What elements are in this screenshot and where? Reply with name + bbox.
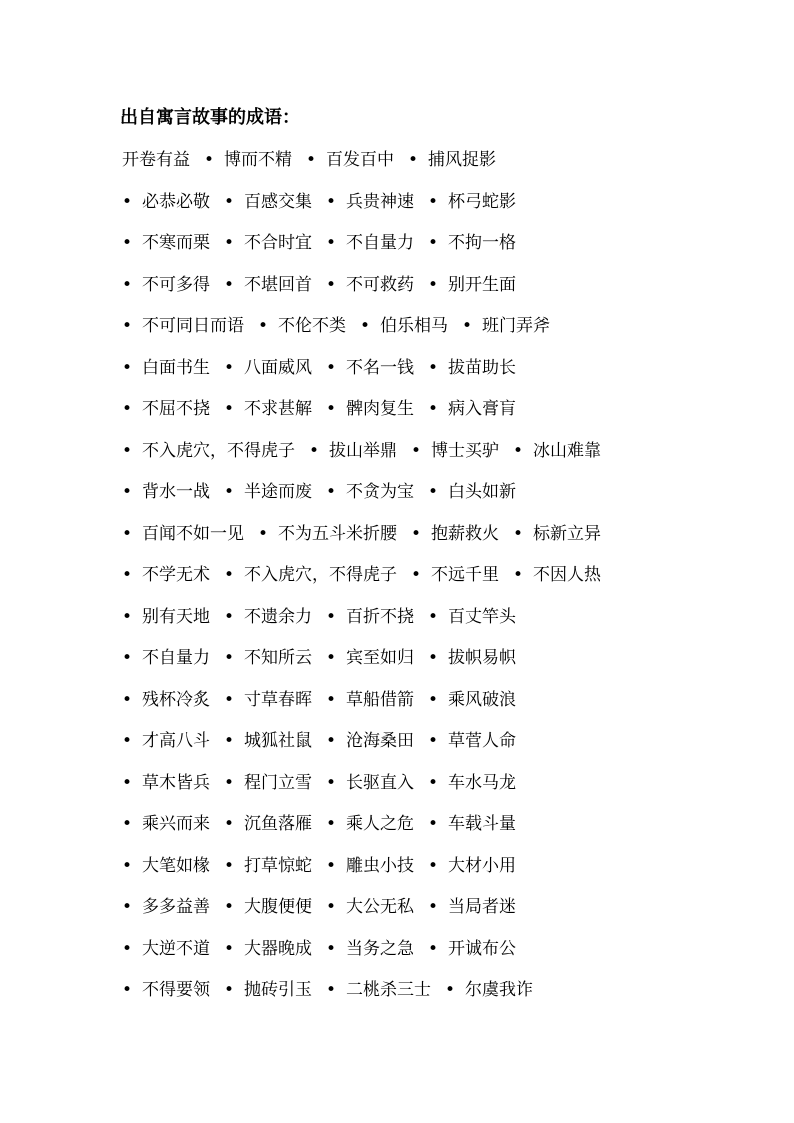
idiom-line [0,853,794,879]
idiom-row [108,313,550,339]
idiom-item: 当务之急 [346,938,414,959]
bullet-separator: • [224,980,235,1000]
idiom-item: 拔帜易帜 [448,648,516,668]
page-title: 出自寓言故事的成语： [120,107,300,128]
bullet-separator: • [122,689,133,710]
bullet-separator: • [122,648,133,668]
bullet-separator: • [224,731,235,751]
bullet-separator: • [326,274,337,295]
idiom-row [108,645,516,671]
bullet-separator: • [326,482,337,502]
bullet-separator: • [462,316,473,336]
idiom-item: 不为五斗米折腰 [278,523,397,544]
idiom-item: 八面威风 [244,357,312,378]
idiom-line [0,687,794,713]
idiom-item: 百折不挠 [346,606,414,627]
bullet-separator: • [513,523,524,544]
bullet-separator: • [513,565,524,585]
idiom-line [0,645,794,671]
bullet-separator: • [122,316,133,336]
bullet-separator: • [326,606,337,627]
idiom-row [108,396,516,422]
idiom-item: 不可救药 [346,274,414,295]
idiom-item: 不堪回首 [244,274,312,295]
bullet-separator: • [122,274,133,295]
idiom-item: 博而不精 [224,150,292,170]
bullet-separator: • [122,855,133,876]
idiom-item: 不学无术 [142,565,210,585]
idiom-item: 草木皆兵 [142,772,210,793]
idiom-item: 半途而废 [244,482,312,502]
idiom-item: 不入虎穴，不得虎子 [142,440,295,461]
idiom-item: 才高八斗 [142,731,210,751]
bullet-separator: • [428,482,439,502]
idiom-line [0,438,794,464]
idiom-row [108,562,601,588]
idiom-line [0,230,794,256]
idiom-item: 百感交集 [244,191,312,212]
bullet-separator: • [326,399,337,419]
bullet-separator: • [122,772,133,793]
idiom-item: 髀肉复生 [346,399,414,419]
bullet-separator: • [326,648,337,668]
idiom-item: 沧海桑田 [346,731,414,751]
bullet-separator: • [428,274,439,295]
bullet-separator: • [428,855,439,876]
idiom-line [0,728,794,754]
bullet-separator: • [122,482,133,502]
bullet-separator: • [122,357,133,378]
idiom-item: 城狐社鼠 [244,731,312,751]
idiom-item: 当局者迷 [448,897,516,917]
bullet-separator: • [326,855,337,876]
bullet-separator: • [122,897,133,917]
bullet-separator: • [445,980,456,1000]
idiom-item: 不入虎穴，不得虎子 [244,565,397,585]
bullet-separator: • [428,689,439,710]
bullet-separator: • [122,980,133,1000]
bullet-separator: • [411,523,422,544]
idiom-row [108,977,533,1003]
idiom-item: 不合时宜 [244,233,312,253]
bullet-separator: • [122,191,133,212]
bullet-separator: • [411,565,422,585]
idiom-row [108,687,516,713]
idiom-row [108,189,516,215]
idiom-item: 草菅人命 [448,731,516,751]
bullet-separator: • [122,440,133,461]
idiom-item: 车水马龙 [448,772,516,793]
idiom-item: 博士买驴 [431,440,499,461]
bullet-separator: • [326,357,337,378]
bullet-separator: • [258,316,269,336]
idiom-item: 不拘一格 [448,233,516,253]
bullet-separator: • [224,191,235,212]
idiom-item: 标新立异 [533,523,601,544]
bullet-separator: • [428,233,439,253]
bullet-separator: • [326,233,337,253]
idiom-item: 车载斗量 [448,814,516,834]
idiom-item: 大材小用 [448,855,516,876]
idiom-row [108,811,516,837]
idiom-line [0,936,794,962]
bullet-separator: • [326,897,337,917]
idiom-item: 宾至如归 [346,648,414,668]
bullet-separator: • [224,565,235,585]
idiom-item: 别开生面 [448,274,516,295]
idiom-item: 开诚布公 [448,938,516,959]
idiom-row [108,853,516,879]
idiom-item: 百闻不如一见 [142,523,244,544]
idiom-line [0,272,794,298]
bullet-separator: • [326,191,337,212]
idiom-item: 不名一钱 [346,357,414,378]
idiom-line [0,811,794,837]
bullet-separator: • [224,897,235,917]
idiom-row [108,770,516,796]
bullet-separator: • [122,814,133,834]
idiom-item: 不自量力 [142,648,210,668]
bullet-separator: • [122,565,133,585]
idiom-item: 百丈竿头 [448,606,516,627]
bullet-separator: • [224,648,235,668]
idiom-line [0,396,794,422]
idiom-item: 兵贵神速 [346,191,414,212]
bullet-separator: • [408,150,419,170]
idiom-line [0,521,794,547]
idiom-item: 沉鱼落雁 [244,814,312,834]
idiom-row [108,230,516,256]
idiom-item: 拔山举鼎 [329,440,397,461]
idiom-item: 捕风捉影 [428,150,496,170]
idiom-line [0,479,794,505]
idiom-row [108,438,601,464]
bullet-separator: • [122,523,133,544]
idiom-item: 百发百中 [326,150,394,170]
idiom-row [108,521,601,547]
bullet-separator: • [224,814,235,834]
idiom-item: 病入膏肓 [448,399,516,419]
idiom-item: 乘风破浪 [448,689,516,710]
idiom-item: 不可同日而语 [142,316,244,336]
bullet-separator: • [309,440,320,461]
idiom-row [108,355,516,381]
idiom-item: 二桃杀三士 [346,980,431,1000]
idiom-item: 草船借箭 [346,689,414,710]
idiom-item: 不得要领 [142,980,210,1000]
idiom-line [0,604,794,630]
bullet-separator: • [428,897,439,917]
bullet-separator: • [224,938,235,959]
idiom-line [0,977,794,1003]
idiom-item: 多多益善 [142,897,210,917]
idiom-item: 抱薪救火 [431,523,499,544]
idiom-row [122,147,496,173]
idiom-item: 不可多得 [142,274,210,295]
idiom-item: 不自量力 [346,233,414,253]
bullet-separator: • [428,772,439,793]
bullet-separator: • [428,191,439,212]
bullet-separator: • [428,814,439,834]
idiom-row [108,479,516,505]
bullet-separator: • [224,689,235,710]
bullet-separator: • [360,316,371,336]
idiom-item: 乘人之危 [346,814,414,834]
bullet-separator: • [224,399,235,419]
bullet-separator: • [224,772,235,793]
idiom-item: 大笔如椽 [142,855,210,876]
idiom-item: 残杯冷炙 [142,689,210,710]
bullet-separator: • [122,233,133,253]
idiom-item: 不知所云 [244,648,312,668]
bullet-separator: • [122,731,133,751]
bullet-separator: • [428,648,439,668]
bullet-separator: • [224,274,235,295]
idiom-item: 程门立雪 [244,772,312,793]
idiom-item: 不寒而栗 [142,233,210,253]
bullet-separator: • [122,606,133,627]
idiom-line [0,562,794,588]
bullet-separator: • [428,731,439,751]
idiom-item: 大逆不道 [142,938,210,959]
idiom-item: 大腹便便 [244,897,312,917]
idiom-item: 不远千里 [431,565,499,585]
idiom-item: 尔虞我诈 [465,980,533,1000]
bullet-separator: • [428,938,439,959]
idiom-item: 长驱直入 [346,772,414,793]
idiom-item: 伯乐相马 [380,316,448,336]
idiom-line [0,189,794,215]
bullet-separator: • [122,938,133,959]
bullet-separator: • [411,440,422,461]
bullet-separator: • [224,606,235,627]
idiom-item: 抛砖引玉 [244,980,312,1000]
idiom-item: 大器晚成 [244,938,312,959]
idiom-item: 冰山难靠 [533,440,601,461]
idiom-item: 不贪为宝 [346,482,414,502]
bullet-separator: • [326,938,337,959]
bullet-separator: • [122,399,133,419]
bullet-separator: • [258,523,269,544]
bullet-separator: • [428,357,439,378]
bullet-separator: • [326,980,337,1000]
bullet-separator: • [224,482,235,502]
idiom-item: 杯弓蛇影 [448,191,516,212]
idiom-line [0,894,794,920]
idiom-row [108,604,516,630]
idiom-line [0,147,794,173]
bullet-separator: • [326,689,337,710]
idiom-item: 班门弄斧 [482,316,550,336]
idiom-item: 别有天地 [142,606,210,627]
idiom-row [108,728,516,754]
idiom-item: 寸草春晖 [244,689,312,710]
idiom-item: 白面书生 [142,357,210,378]
idiom-item: 不伦不类 [278,316,346,336]
idiom-line [0,770,794,796]
idiom-item: 必恭必敬 [142,191,210,212]
idiom-row [108,936,516,962]
idiom-item: 打草惊蛇 [244,855,312,876]
bullet-separator: • [326,814,337,834]
idiom-item: 乘兴而来 [142,814,210,834]
bullet-separator: • [326,731,337,751]
idiom-item: 背水一战 [142,482,210,502]
idiom-item: 不遗余力 [244,606,312,627]
idiom-item: 不屈不挠 [142,399,210,419]
bullet-separator: • [224,357,235,378]
idiom-item: 不因人热 [533,565,601,585]
idiom-row [108,894,516,920]
bullet-separator: • [306,150,317,170]
bullet-separator: • [513,440,524,461]
bullet-separator: • [428,606,439,627]
idiom-item: 白头如新 [448,482,516,502]
bullet-separator: • [428,399,439,419]
idiom-item: 开卷有益 [122,150,190,170]
idiom-item: 大公无私 [346,897,414,917]
idiom-row [108,272,516,298]
bullet-separator: • [224,855,235,876]
idiom-item: 拔苗助长 [448,357,516,378]
bullet-separator: • [224,233,235,253]
idiom-line [0,313,794,339]
idiom-line [0,355,794,381]
idiom-item: 雕虫小技 [346,855,414,876]
bullet-separator: • [204,150,215,170]
idiom-item: 不求甚解 [244,399,312,419]
bullet-separator: • [326,772,337,793]
